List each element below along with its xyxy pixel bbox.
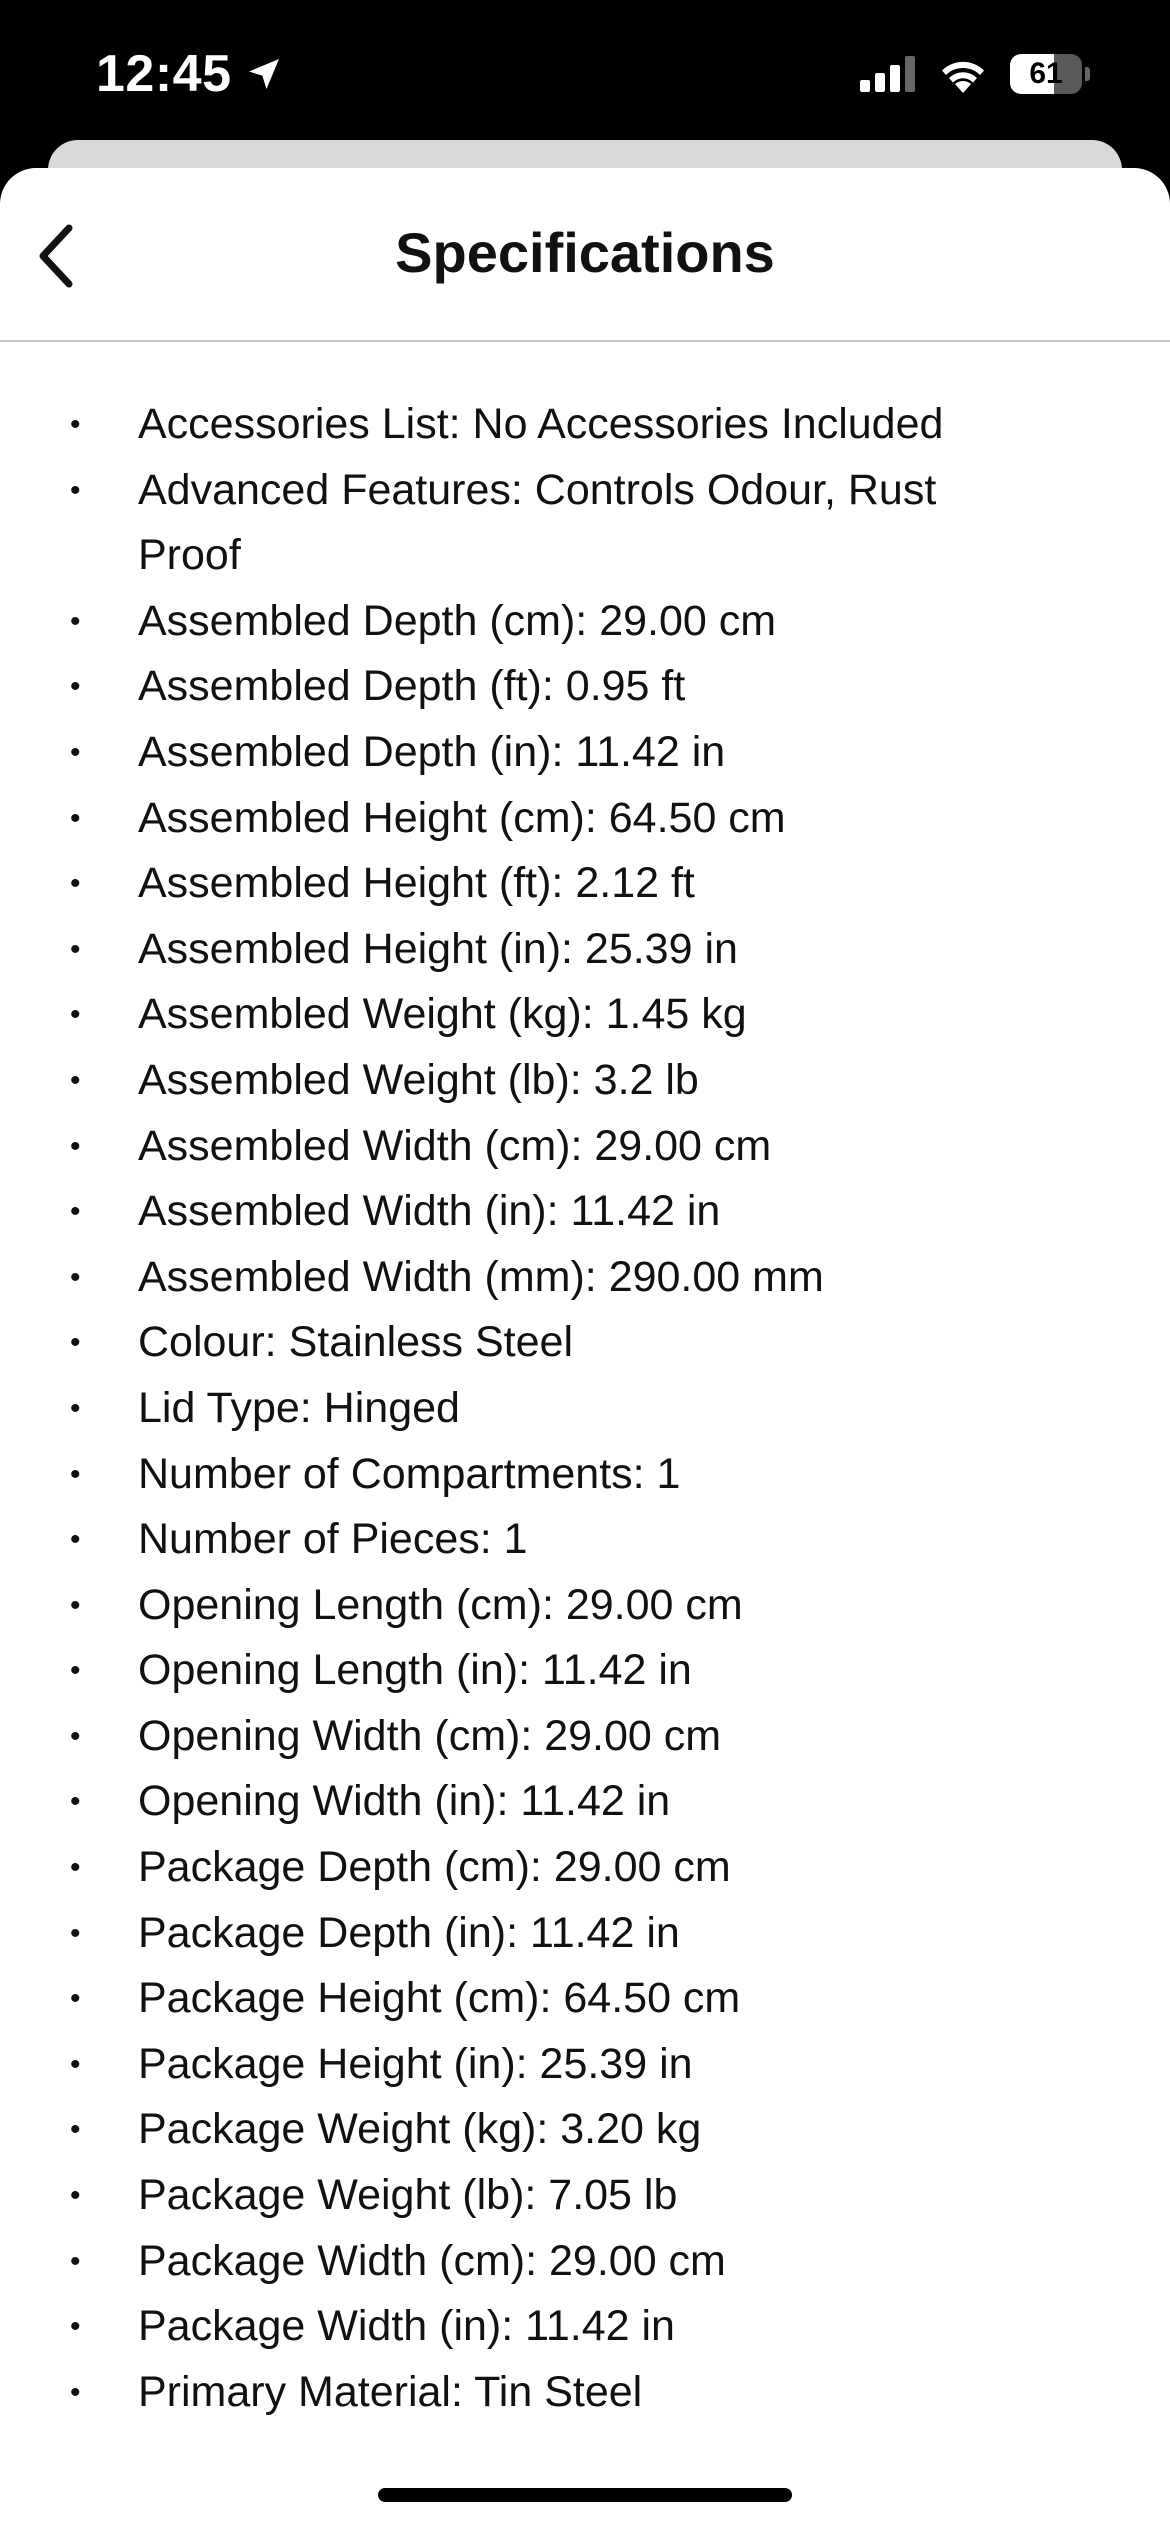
spec-item: • Package Depth (in): 11.42 in	[0, 1901, 1170, 1967]
specifications-list	[0, 392, 1170, 2425]
spec-item: • Advanced Features: Controls Odour, Rust Proof	[0, 458, 1170, 589]
spec-item: • Assembled Depth (cm): 29.00 cm	[0, 589, 1170, 655]
spec-item: • Package Width (cm): 29.00 cm	[0, 2229, 1170, 2295]
spec-item: • Opening Length (cm): 29.00 cm	[0, 1573, 1170, 1639]
location-arrow-icon	[244, 54, 284, 94]
battery-indicator	[1010, 54, 1090, 94]
spec-item: • Package Depth (cm): 29.00 cm	[0, 1835, 1170, 1901]
battery-cap	[1085, 67, 1090, 81]
spec-item: • Number of Compartments: 1	[0, 1442, 1170, 1508]
cellular-signal-icon	[860, 56, 916, 92]
spec-item: • Package Width (in): 11.42 in	[0, 2294, 1170, 2360]
spec-item: • Assembled Width (mm): 290.00 mm	[0, 1245, 1170, 1311]
spec-item: • Assembled Depth (ft): 0.95 ft	[0, 654, 1170, 720]
spec-item: • Assembled Depth (in): 11.42 in	[0, 720, 1170, 786]
spec-item: • Primary Material: Tin Steel	[0, 2360, 1170, 2426]
sheet-header	[0, 168, 1170, 342]
time-label: 12:45	[96, 45, 232, 103]
spec-item: • Assembled Width (cm): 29.00 cm	[0, 1114, 1170, 1180]
page-title: Specifications	[395, 221, 775, 284]
spec-item: • Accessories List: No Accessories Included	[0, 392, 1170, 458]
spec-item: • Lid Type: Hinged	[0, 1376, 1170, 1442]
status-bar	[0, 0, 1170, 160]
spec-item: • Package Height (in): 25.39 in	[0, 2032, 1170, 2098]
spec-item: • Opening Width (cm): 29.00 cm	[0, 1704, 1170, 1770]
spec-item: • Package Weight (kg): 3.20 kg	[0, 2097, 1170, 2163]
spec-item: • Opening Length (in): 11.42 in	[0, 1638, 1170, 1704]
spec-item: • Assembled Height (ft): 2.12 ft	[0, 851, 1170, 917]
spec-item: • Assembled Height (in): 25.39 in	[0, 917, 1170, 983]
wifi-icon	[938, 55, 988, 93]
battery-body	[1010, 54, 1082, 94]
home-indicator[interactable]	[378, 2488, 792, 2502]
spec-item: • Assembled Width (in): 11.42 in	[0, 1179, 1170, 1245]
status-time	[96, 44, 284, 104]
spec-item: • Assembled Weight (kg): 1.45 kg	[0, 982, 1170, 1048]
specifications-sheet	[0, 168, 1170, 2532]
status-indicators	[860, 54, 1090, 94]
spec-item: • Opening Width (in): 11.42 in	[0, 1769, 1170, 1835]
spec-item: • Package Height (cm): 64.50 cm	[0, 1966, 1170, 2032]
spec-item: • Assembled Height (cm): 64.50 cm	[0, 786, 1170, 852]
spec-item: • Colour: Stainless Steel	[0, 1310, 1170, 1376]
spec-item: • Assembled Weight (lb): 3.2 lb	[0, 1048, 1170, 1114]
battery-level: 61	[1029, 57, 1063, 90]
spec-item: • Package Weight (lb): 7.05 lb	[0, 2163, 1170, 2229]
spec-item: • Number of Pieces: 1	[0, 1507, 1170, 1573]
